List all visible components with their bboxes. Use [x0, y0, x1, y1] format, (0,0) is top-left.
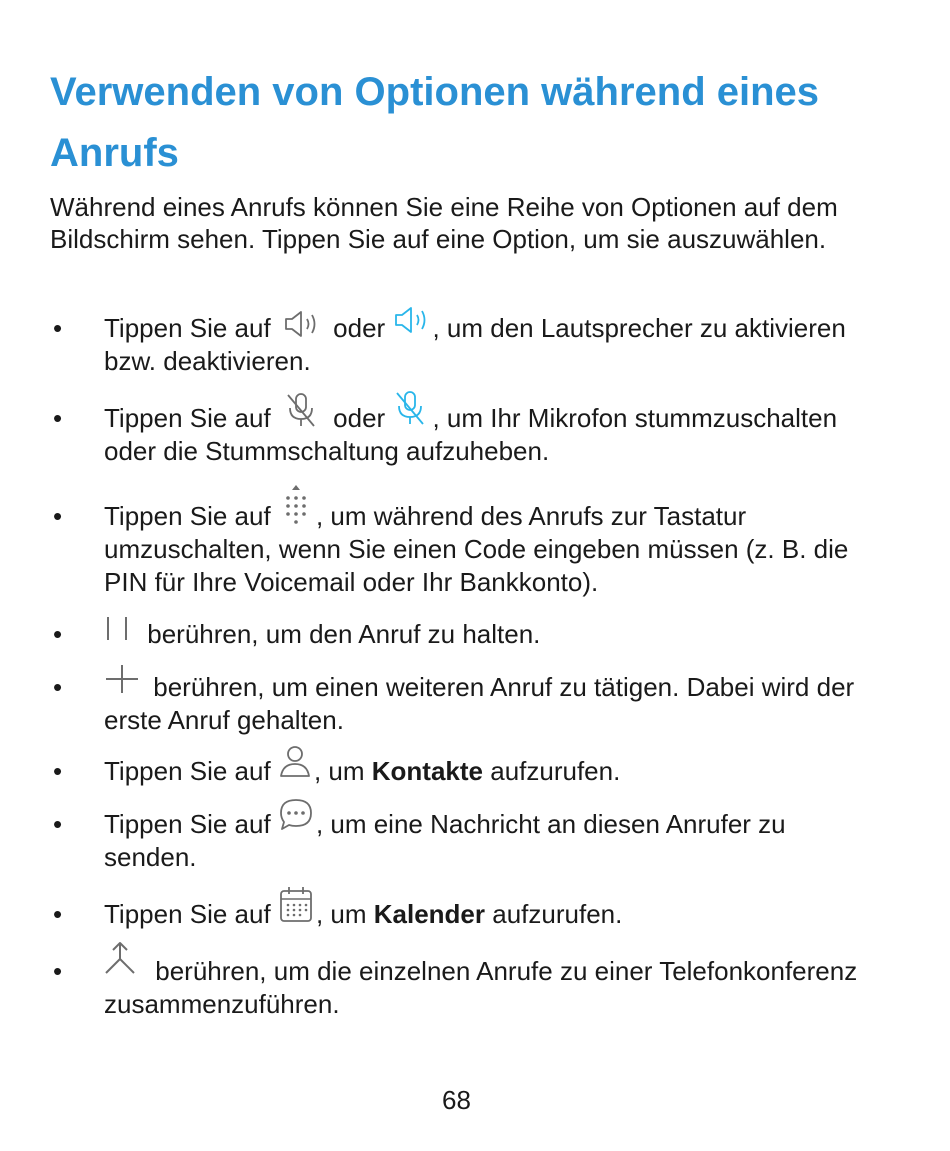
text-segment: , um Ihr Mikrofon stummzuschalten oder die Stummschaltung aufzuheben.: [104, 403, 838, 466]
text-segment: , um: [315, 899, 367, 929]
list-item-text: [104, 618, 884, 651]
speaker-active-icon: [392, 336, 432, 337]
bullet-marker: •: [53, 672, 63, 702]
mic-muted-active-icon: [392, 426, 432, 427]
bullet-marker: •: [53, 313, 63, 343]
list-item-text: [104, 500, 884, 599]
intro-paragraph: Während eines Anrufs können Sie eine Reihe von Optionen auf dem Bildschirm sehen. Tippen Sie auf eine Option, um sie auszuwählen.: [50, 192, 838, 254]
bullet-marker: •: [53, 619, 63, 649]
text-segment: Tippen Sie auf: [104, 313, 271, 343]
calendar-bold-label: Kalender: [373, 899, 486, 929]
text-segment: Tippen Sie auf: [104, 403, 271, 433]
text-segment: berühren, um den Anruf zu halten.: [147, 619, 541, 649]
text-segment: Tippen Sie auf: [104, 501, 271, 531]
dialpad-icon: [278, 524, 316, 525]
merge-calls-icon: [104, 979, 148, 980]
pause-icon: [104, 642, 140, 643]
bullet-marker: •: [53, 809, 63, 839]
contact-icon: [278, 779, 314, 780]
bullet-marker: •: [53, 956, 63, 986]
page-title: Verwenden von Optionen während eines Anrufs: [50, 70, 820, 175]
text-segment: Tippen Sie auf: [104, 899, 271, 929]
calendar-icon: [278, 922, 316, 923]
text-segment: berühren, um die einzelnen Anrufe zu einer Telefonkonferenz zusammenzuführen.: [104, 956, 858, 1019]
list-item-text: [104, 402, 884, 468]
bullet-marker: •: [53, 501, 63, 531]
list-item-text: [104, 755, 884, 788]
text-segment: oder: [333, 403, 386, 433]
contacts-bold-label: Kontakte: [371, 756, 483, 786]
bullet-marker: •: [53, 899, 63, 929]
bullet-marker: •: [53, 756, 63, 786]
text-segment: Tippen Sie auf: [104, 756, 271, 786]
text-segment: oder: [333, 313, 386, 343]
list-item-text: [104, 955, 884, 1021]
list-item-text: [104, 671, 884, 737]
text-segment: , um den Lautsprecher zu aktivieren bzw. deaktivieren.: [104, 313, 846, 376]
mic-muted-icon: [278, 426, 326, 427]
page-number: 68: [442, 1085, 471, 1115]
speaker-icon: [278, 336, 326, 337]
text-segment: berühren, um einen weiteren Anruf zu tätigen. Dabei wird der erste Anruf gehalten.: [104, 672, 855, 735]
list-item-text: [104, 898, 884, 931]
list-item-text: [104, 312, 884, 378]
text-segment: , um: [313, 756, 365, 786]
add-call-icon: [104, 695, 146, 696]
list-item-text: [104, 808, 884, 874]
text-segment: aufzurufen.: [492, 899, 623, 929]
text-segment: Tippen Sie auf: [104, 809, 271, 839]
bullet-marker: •: [53, 403, 63, 433]
text-segment: , um während des Anrufs zur Tastatur umzuschalten, wenn Sie einen Code eingeben müssen (z. B. die PIN für Ihre Voicemail oder Ihr Bankkonto).: [104, 501, 849, 597]
text-segment: aufzurufen.: [490, 756, 621, 786]
message-icon: [278, 832, 316, 833]
text-segment: , um eine Nachricht an diesen Anrufer zu senden.: [104, 809, 786, 872]
